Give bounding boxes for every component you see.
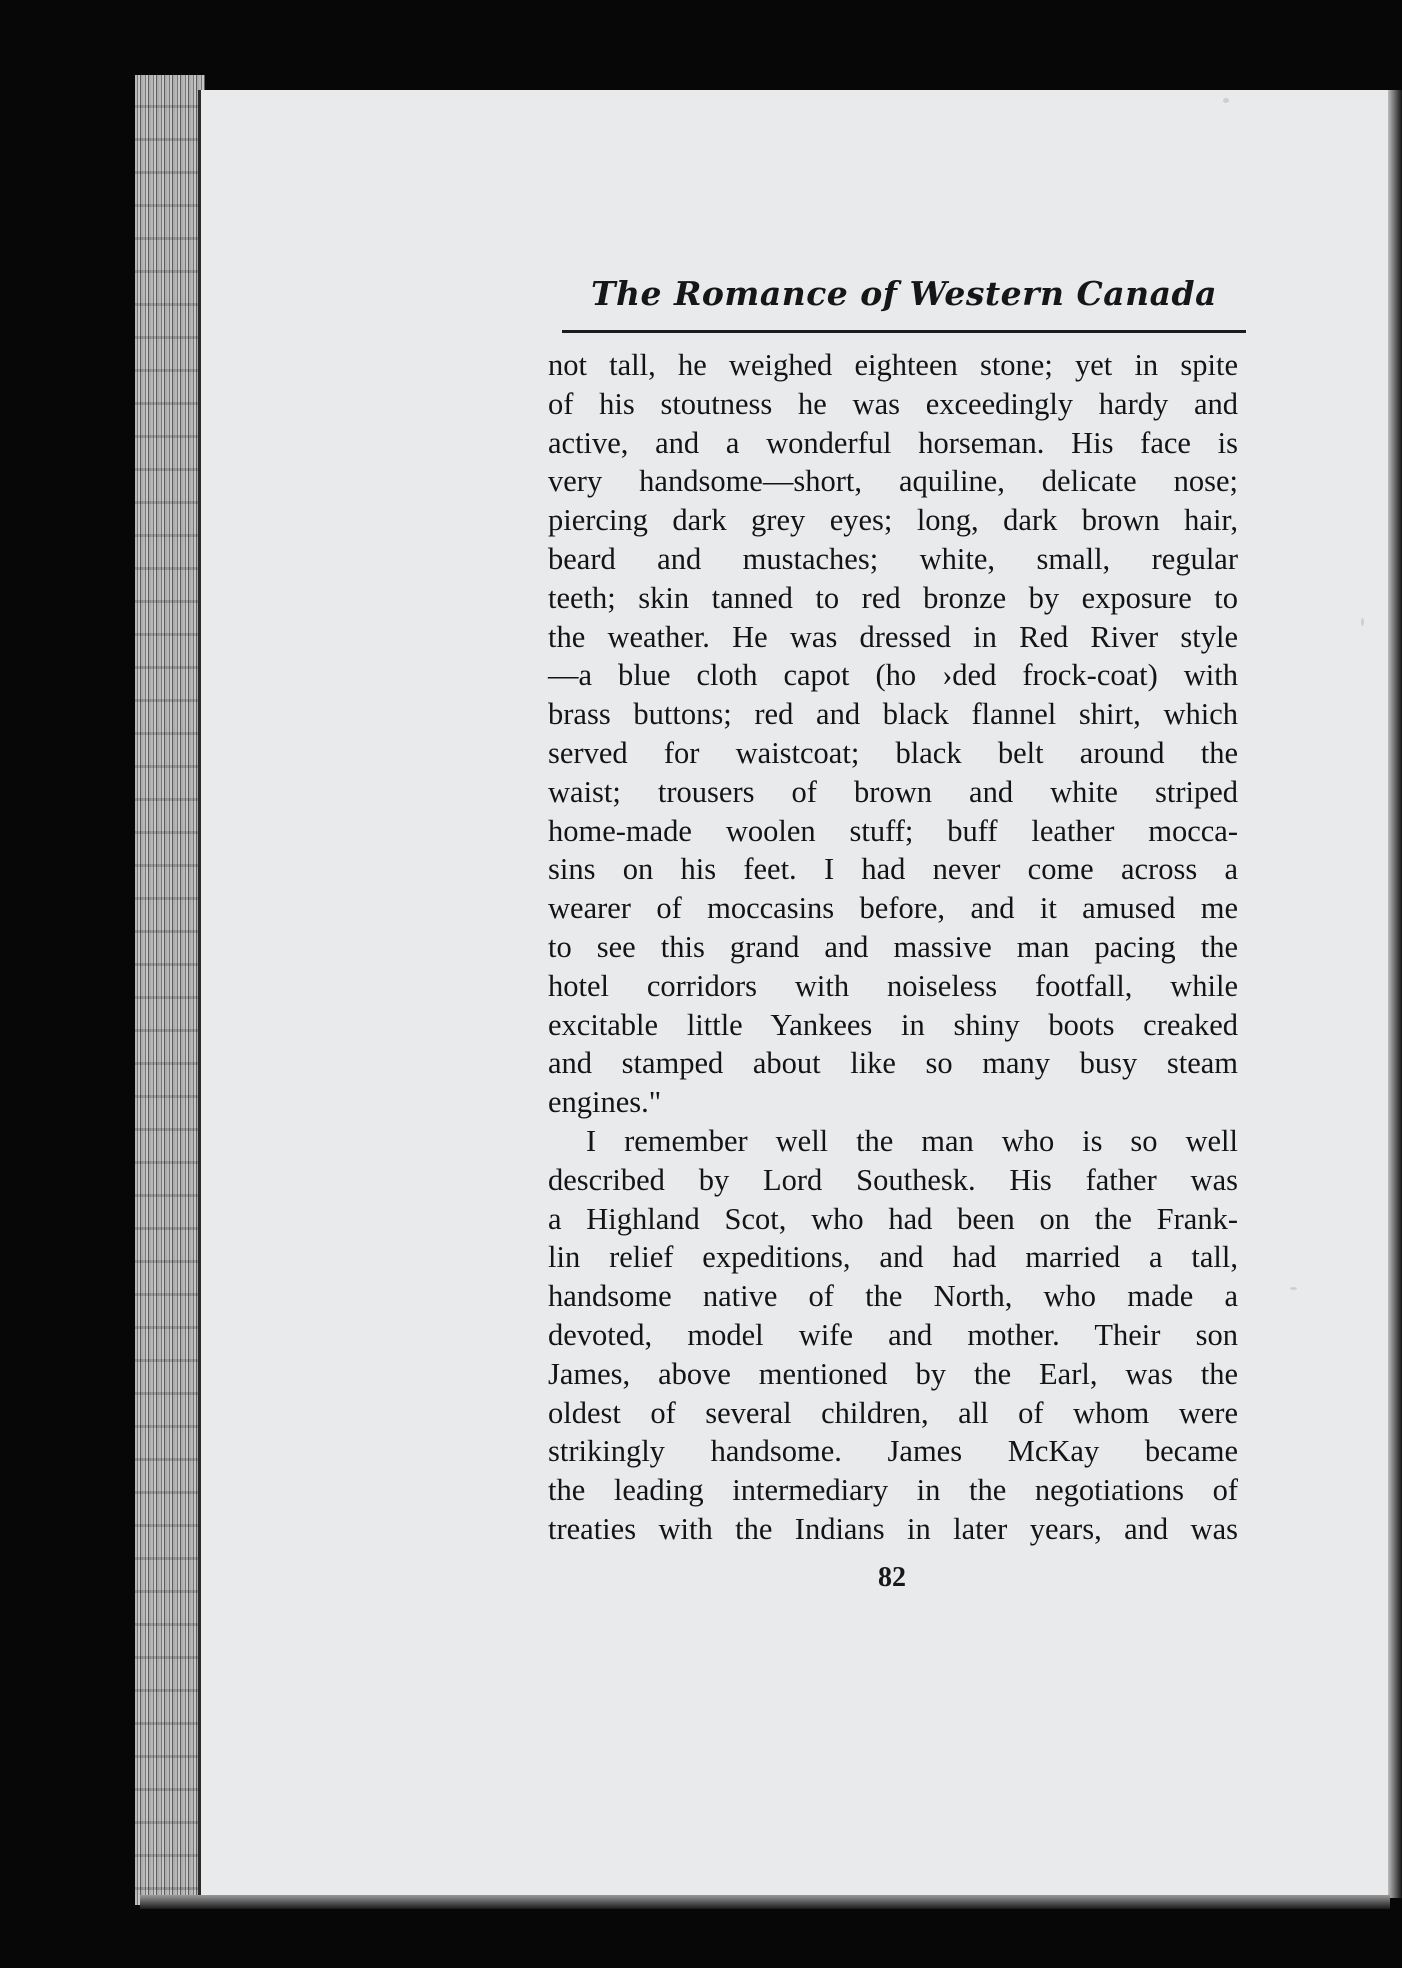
dust-speck xyxy=(1290,1287,1297,1290)
page-stack-edges xyxy=(135,75,205,1905)
text-line: served for waistcoat; black belt around the xyxy=(548,735,1238,770)
text-line: described by Lord Southesk. His father was xyxy=(548,1162,1238,1197)
text-line: lin relief expeditions, and had married a tall, xyxy=(548,1240,1238,1275)
text-line: home-made woolen stuff; buff leather mocca- xyxy=(548,813,1238,848)
text-line: active, and a wonderful horseman. His face is xyxy=(548,425,1238,460)
text-line: handsome native of the North, who made a xyxy=(548,1279,1238,1314)
text-line: sins on his feet. I had never come across a xyxy=(548,852,1238,887)
text-line: the weather. He was dressed in Red River style xyxy=(548,619,1238,654)
header-rule xyxy=(562,330,1246,333)
text-line: brass buttons; red and black flannel shirt, which xyxy=(548,697,1238,732)
text-line: not tall, he weighed eighteen stone; yet in spite xyxy=(548,348,1238,382)
text-line: —a blue cloth capot (ho ›ded frock-coat) with xyxy=(548,658,1238,693)
running-head: The Romance of Western Canada xyxy=(590,274,1218,313)
text-line: I remember well the man who is so well xyxy=(586,1123,1238,1158)
dust-speck xyxy=(1223,98,1229,103)
page-bottom-edge xyxy=(140,1895,1390,1909)
text-line: and stamped about like so many busy steam xyxy=(548,1046,1238,1081)
text-line: excitable little Yankees in shiny boots creaked xyxy=(548,1007,1238,1042)
text-line: teeth; skin tanned to red bronze by exposure to xyxy=(548,580,1238,615)
text-line: beard and mustaches; white, small, regular xyxy=(548,541,1238,576)
page-number: 82 xyxy=(878,1562,906,1593)
page-right-edge xyxy=(1388,90,1402,1898)
text-line: wearer of moccasins before, and it amused me xyxy=(548,891,1238,926)
text-line: piercing dark grey eyes; long, dark brown hair, xyxy=(548,503,1238,538)
text-line: the leading intermediary in the negotiations of xyxy=(548,1473,1238,1508)
text-line: engines." xyxy=(548,1085,662,1120)
text-line: a Highland Scot, who had been on the Frank- xyxy=(548,1201,1238,1236)
text-line: strikingly handsome. James McKay became xyxy=(548,1434,1238,1469)
text-line: James, above mentioned by the Earl, was the xyxy=(548,1356,1238,1391)
text-line: very handsome—short, aquiline, delicate nose; xyxy=(548,464,1238,499)
text-line: of his stoutness he was exceedingly hardy and xyxy=(548,386,1238,421)
body-text xyxy=(548,346,1238,1549)
text-line: oldest of several children, all of whom were xyxy=(548,1395,1238,1430)
text-line: devoted, model wife and mother. Their son xyxy=(548,1317,1238,1352)
text-line: hotel corridors with noiseless footfall, while xyxy=(548,968,1238,1003)
text-line: to see this grand and massive man pacing the xyxy=(548,929,1238,964)
text-line: treaties with the Indians in later years, and was xyxy=(548,1511,1238,1546)
text-line: waist; trousers of brown and white striped xyxy=(548,774,1238,809)
dust-speck xyxy=(1361,618,1364,626)
